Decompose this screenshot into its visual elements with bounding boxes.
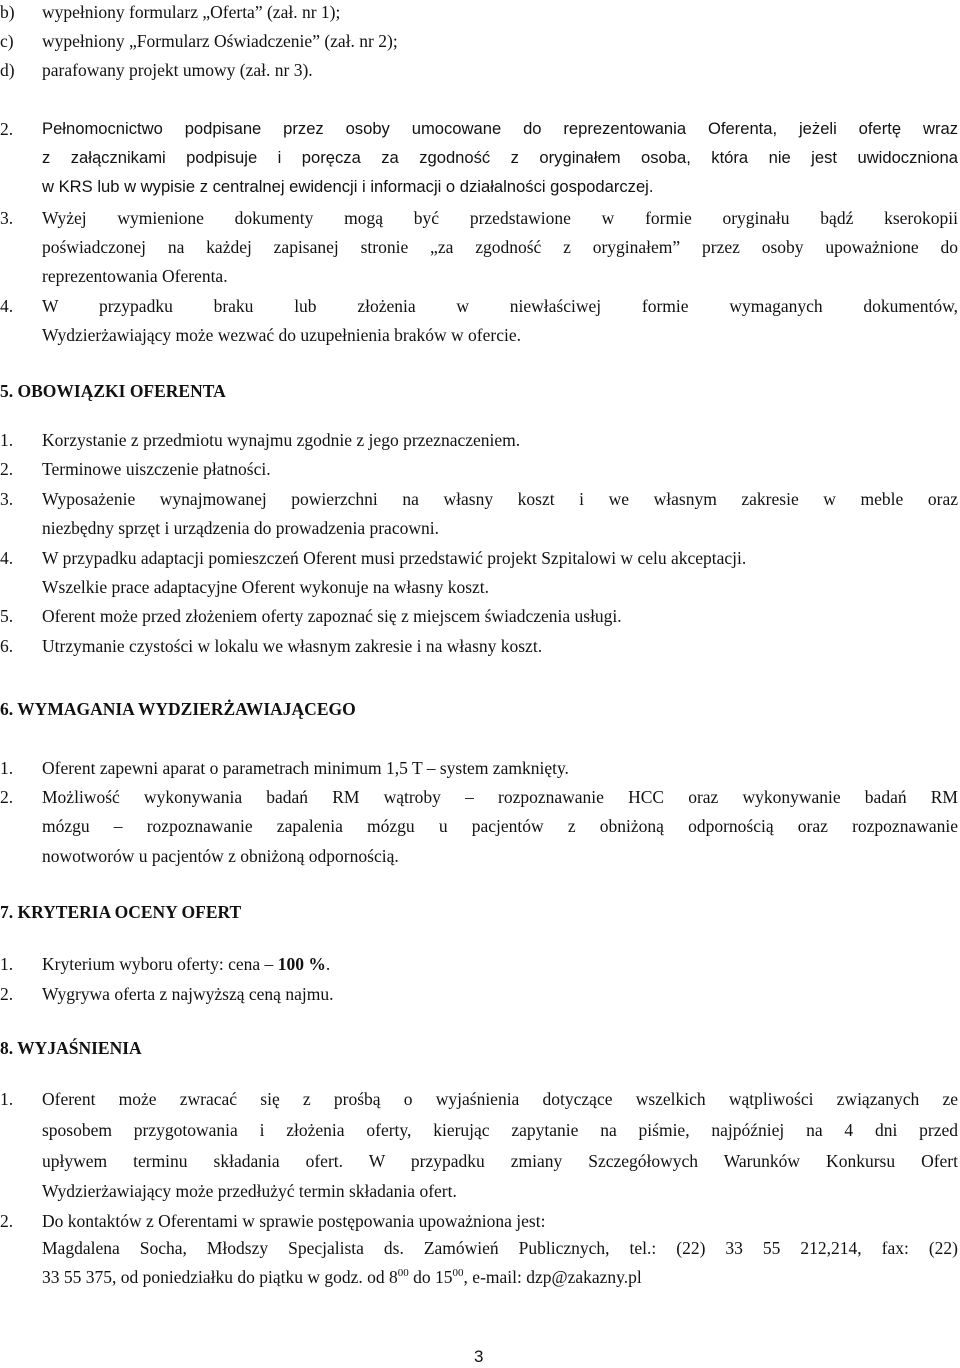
list-item: mózgu – rozpoznawanie zapalenia mózgu u pacjentów z obniżoną odpornością oraz rozpoznawanie — [42, 816, 958, 836]
list-item: Terminowe uiszczenie płatności. — [42, 459, 271, 479]
contact-line — [42, 1266, 642, 1288]
list-item: Wydzierżawiający może przedłużyć termin składania ofert. — [42, 1181, 457, 1201]
item-number: 5. — [0, 606, 14, 626]
section-heading: 8. WYJAŚNIENIA — [0, 1038, 142, 1058]
list-item: Korzystanie z przedmiotu wynajmu zgodnie z jego przeznaczeniem. — [42, 430, 521, 450]
list-item — [42, 953, 330, 975]
criterion-weight: 100 % — [277, 954, 326, 974]
list-item: Do kontaktów z Oferentami w sprawie postępowania upoważniona jest: — [42, 1211, 546, 1231]
list-item: Utrzymanie czystości w lokalu we własnym zakresie i na własny koszt. — [42, 636, 543, 656]
list-marker: c) — [0, 31, 14, 51]
list-item: Oferent może przed złożeniem oferty zapoznać się z miejscem świadczenia usługi. — [42, 606, 622, 626]
list-item: sposobem przygotowania i złożenia oferty, kierując zapytanie na piśmie, najpóźniej na 4 dni przed — [42, 1120, 958, 1140]
list-item: parafowany projekt umowy (zał. nr 3). — [42, 60, 313, 80]
paragraph-line: poświadczonej na każdej zapisanej stronie „za zgodność z oryginałem” przez osoby upoważnione do — [42, 237, 958, 257]
list-item: nowotworów u pacjentów z obniżoną odpornością. — [42, 846, 399, 866]
list-item: upływem terminu składania ofert. W przypadku zmiany Szczegółowych Warunków Konkursu Ofert — [42, 1151, 958, 1171]
section-heading: 6. WYMAGANIA WYDZIERŻAWIAJĄCEGO — [0, 699, 356, 719]
list-item: Możliwość wykonywania badań RM wątroby – rozpoznawanie HCC oraz wykonywanie badań RM — [42, 787, 958, 807]
list-item: Wygrywa oferta z najwyższą ceną najmu. — [42, 984, 334, 1004]
item-number: 3. — [0, 489, 14, 509]
paragraph-line: Pełnomocnictwo podpisane przez osoby umocowane do reprezentowania Oferenta, jeżeli ofertę wraz — [42, 119, 958, 138]
item-number: 2. — [0, 984, 14, 1004]
paragraph-line: w KRS lub w wypisie z centralnej ewidencji i informacji o działalności gospodarczej. — [42, 177, 654, 196]
list-item: wypełniony formularz „Oferta” (zał. nr 1); — [42, 2, 341, 22]
list-marker: d) — [0, 60, 15, 80]
criterion-end: . — [325, 954, 331, 974]
section-heading: 5. OBOWIĄZKI OFERENTA — [0, 381, 226, 401]
item-number: 1. — [0, 758, 14, 778]
paragraph-line: Wydzierżawiający może wezwać do uzupełnienia braków w ofercie. — [42, 325, 521, 345]
paragraph-line: z załącznikami podpisuje i poręcza za zgodność z oryginałem osoba, która nie jest uwidoczniona — [42, 148, 958, 167]
item-number: 2. — [0, 1211, 14, 1231]
contact-hours: do 15 — [408, 1267, 453, 1287]
item-number: 4. — [0, 296, 14, 316]
page-number: 3 — [474, 1347, 484, 1366]
item-number: 2. — [0, 459, 14, 479]
item-number: 1. — [0, 1089, 14, 1109]
item-number: 2. — [0, 787, 14, 807]
item-number: 1. — [0, 954, 14, 974]
paragraph-line: Wyżej wymienione dokumenty mogą być przedstawione w formie oryginału bądź kserokopii — [42, 208, 958, 228]
list-item: wypełniony „Formularz Oświadczenie” (zał. nr 2); — [42, 31, 398, 51]
superscript: 00 — [397, 1267, 409, 1279]
section-heading: 7. KRYTERIA OCENY OFERT — [0, 902, 242, 922]
item-number: 2. — [0, 119, 14, 139]
contact-line: Magdalena Socha, Młodszy Specjalista ds. Zamówień Publicznych, tel.: (22) 33 55 212,214, fax: (22) — [42, 1238, 958, 1258]
item-number: 6. — [0, 636, 14, 656]
paragraph-line: reprezentowania Oferenta. — [42, 266, 228, 286]
contact-hours: 33 55 375, od poniedziałku do piątku w godz. od 8 — [42, 1267, 398, 1287]
list-marker: b) — [0, 2, 15, 22]
paragraph-line: W przypadku braku lub złożenia w niewłaściwej formie wymaganych dokumentów, — [42, 296, 958, 316]
list-item: niezbędny sprzęt i urządzenia do prowadzenia pracowni. — [42, 518, 439, 538]
item-number: 4. — [0, 548, 14, 568]
list-item: Oferent może zwracać się z prośbą o wyjaśnienia dotyczące wszelkich wątpliwości związanych ze — [42, 1089, 958, 1109]
superscript: 00 — [452, 1267, 464, 1279]
contact-email: , e-mail: dzp@zakazny.pl — [463, 1267, 642, 1287]
list-item: Wyposażenie wynajmowanej powierzchni na własny koszt i we własnym zakresie w meble oraz — [42, 489, 958, 509]
list-item: Oferent zapewni aparat o parametrach minimum 1,5 T – system zamknięty. — [42, 758, 569, 778]
item-number: 3. — [0, 208, 14, 228]
list-item: W przypadku adaptacji pomieszczeń Oferent musi przedstawić projekt Szpitalowi w celu akceptacji. — [42, 548, 747, 568]
list-item: Wszelkie prace adaptacyjne Oferent wykonuje na własny koszt. — [42, 577, 490, 597]
item-number: 1. — [0, 430, 14, 450]
criterion-text: Kryterium wyboru oferty: cena – — [42, 954, 278, 974]
